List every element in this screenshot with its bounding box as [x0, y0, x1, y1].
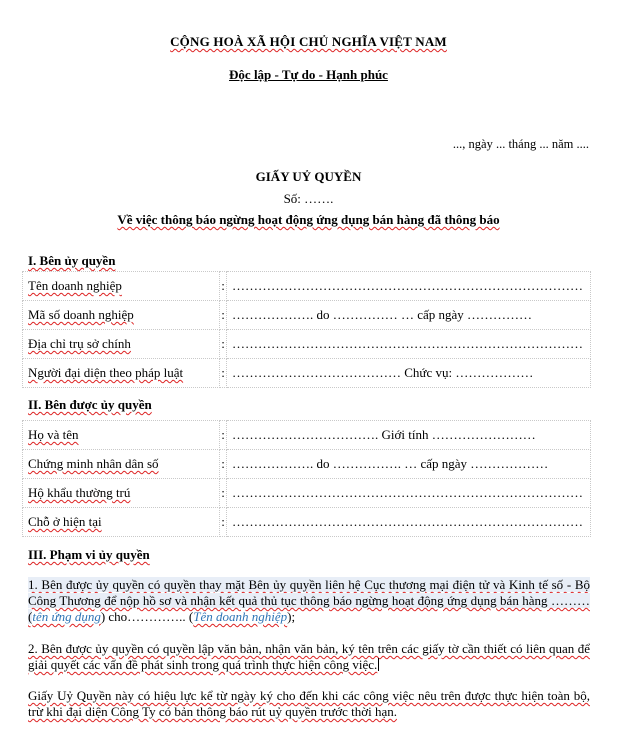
row-label: Chỗ ở hiện tại	[23, 508, 220, 537]
document-title: GIẤY UỶ QUYỀN	[255, 169, 362, 184]
section3-title	[28, 547, 150, 563]
row-label: Mã số doanh nghiệp	[23, 301, 220, 330]
scope-paragraph-1-text: 1. Bên được ủy quyền có quyền thay mặt Bên ủy quyền liên hệ Cục thương mại điện tử và Kinh tế số - Bộ Công Thương để nộp hồ sơ và nhận kết quả thủ tục thông báo ngừng hoạt động ứng dụng bán hàng ……… (	[28, 577, 590, 624]
row-label: Địa chỉ trụ sở chính	[23, 330, 220, 359]
row-colon: :	[220, 330, 227, 359]
section3-title-text: III. Phạm vi ủy quyền	[28, 547, 150, 562]
row-colon: :	[220, 272, 227, 301]
company-name-placeholder[interactable]: Tên doanh nghiệp	[193, 609, 288, 624]
table-row	[23, 359, 591, 388]
row-value[interactable]: ………………. do …………… … cấp ngày ……………	[227, 301, 591, 330]
table-row	[23, 450, 591, 479]
document-subject-text: Về việc thông báo ngừng hoạt động ứng dụng bán hàng đã thông báo	[117, 212, 500, 227]
scope-paragraph-2-text: 2. Bên được ủy quyền có quyền lập văn bản, nhận văn bản, ký tên trên các giấy tờ cần thiết có liên quan để giải quyết các vấn đề phát sinh trong quá trình thực hiện công việc.	[28, 641, 590, 672]
row-label: Chứng minh nhân dân số	[23, 450, 220, 479]
section1-table	[22, 271, 591, 388]
section1-title-text: I. Bên ủy quyền	[28, 253, 116, 268]
row-colon: :	[220, 421, 227, 450]
table-row	[23, 508, 591, 537]
row-colon: :	[220, 508, 227, 537]
section2-title	[28, 397, 152, 413]
app-name-placeholder[interactable]: tên ứng dụng	[32, 609, 101, 624]
row-value[interactable]: ………………………………………………………………………	[227, 508, 591, 537]
document-subject	[0, 212, 617, 228]
text-cursor	[378, 658, 379, 671]
validity-paragraph-text: Giấy Uỷ Quyền này có hiệu lực kể từ ngày ký cho đến khi các công việc nêu trên được thực hiện toàn bộ, trừ khi đại diện Công Ty có bản thông báo rút uỷ quyền trước thời hạn.	[28, 688, 590, 719]
date-line: ..., ngày ... tháng ... năm ....	[452, 137, 589, 151]
table-row	[23, 272, 591, 301]
table-row	[23, 330, 591, 359]
motto	[0, 67, 617, 83]
table-row	[23, 479, 591, 508]
validity-paragraph	[28, 688, 590, 720]
section1-title	[28, 253, 115, 269]
row-value[interactable]: ………………………………………………………………………	[227, 479, 591, 508]
table-row	[23, 421, 591, 450]
row-label: Tên doanh nghiệp	[23, 272, 220, 301]
row-value[interactable]: ………………………………………………………………………	[227, 330, 591, 359]
scope-paragraph-2	[28, 641, 590, 673]
scope-paragraph-1-end: );	[287, 609, 296, 624]
row-colon: :	[220, 359, 227, 388]
row-colon: :	[220, 450, 227, 479]
nation-header	[0, 34, 617, 50]
row-colon: :	[220, 301, 227, 330]
scope-paragraph-1	[28, 577, 590, 625]
row-value[interactable]: ………………. do ……………. … cấp ngày ………………	[227, 450, 591, 479]
row-label: Họ và tên	[23, 421, 220, 450]
row-value[interactable]: ………………………………… Chức vụ: ………………	[227, 359, 591, 388]
scope-paragraph-1-mid: ) cho………….. (	[100, 609, 194, 624]
section2-table	[22, 420, 591, 537]
motto-text: Độc lập - Tự do - Hạnh phúc	[229, 67, 388, 82]
row-colon: :	[220, 479, 227, 508]
table-row	[23, 301, 591, 330]
row-value[interactable]: ……………………………. Giới tính ……………………	[227, 421, 591, 450]
row-label: Người đại diện theo pháp luật	[23, 359, 220, 388]
section2-title-text: II. Bên được ủy quyền	[28, 397, 152, 412]
row-value[interactable]: ………………………………………………………………………	[227, 272, 591, 301]
nation-title: CỘNG HOÀ XÃ HỘI CHỦ NGHĨA VIỆT NAM	[170, 34, 447, 49]
document-number: Số: …….	[283, 191, 334, 206]
row-label: Hộ khẩu thường trú	[23, 479, 220, 508]
